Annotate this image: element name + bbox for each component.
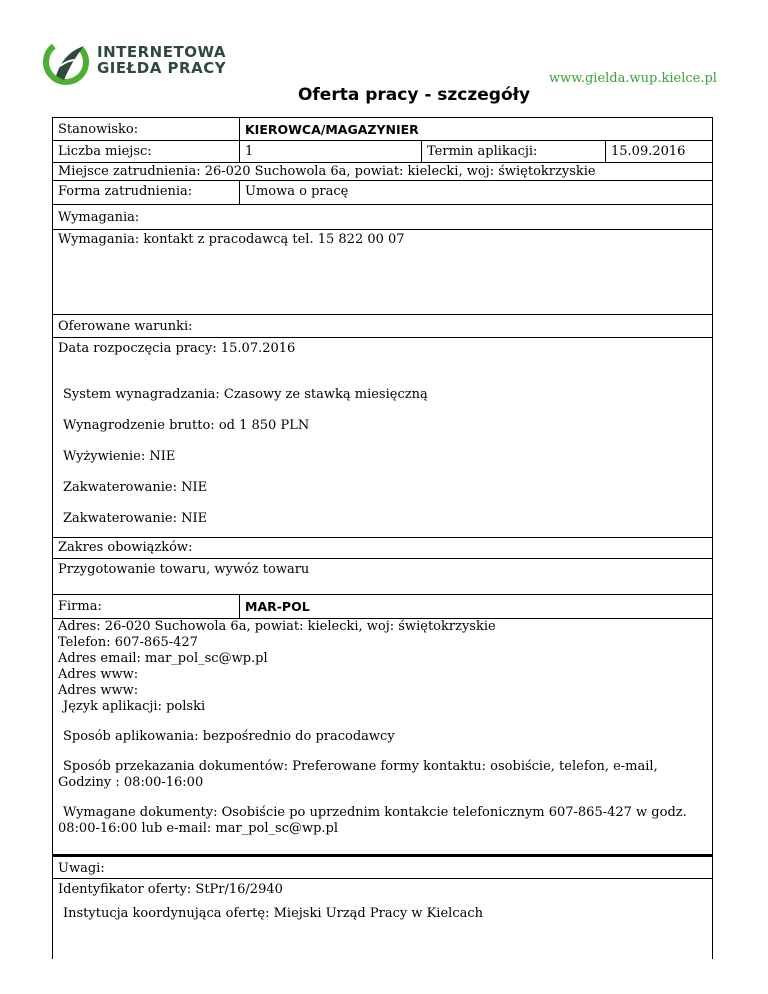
row-liczba — [52, 141, 713, 163]
warunki-wyzywienie: Wyżywienie: NIE — [63, 449, 176, 464]
wymagania-text: Wymagania: kontakt z pracodawcą tel. 15 822 00 07 — [58, 232, 405, 247]
logo-line-2: GIEŁDA PRACY — [97, 59, 227, 77]
row-stanowisko — [52, 117, 713, 141]
firma-value: MAR-POL — [239, 595, 712, 618]
uwagi-block — [52, 879, 713, 959]
logo-line-1: INTERNETOWA — [97, 43, 226, 61]
row-forma — [52, 181, 713, 205]
warunki-system: System wynagradzania: Czasowy ze stawką miesięczną — [63, 387, 428, 402]
zakres-label: Zakres obowiązków: — [58, 540, 193, 555]
row-firma — [52, 595, 713, 619]
warunki-wynagrodzenie: Wynagrodzenie brutto: od 1 850 PLN — [63, 418, 310, 433]
miejsce-text: Miejsce zatrudnienia: 26-020 Suchowola 6a, powiat: kielecki, woj: świętokrzyskie — [58, 164, 596, 179]
firma-przekazanie-1: Sposób przekazania dokumentów: Preferowane formy kontaktu: osobiście, telefon, e-mail, — [63, 759, 658, 774]
firma-przekazanie-2: Godziny : 08:00-16:00 — [58, 775, 204, 790]
warunki-label: Oferowane warunki: — [58, 319, 193, 334]
termin-value: 15.09.2016 — [605, 141, 712, 162]
instytucja-text: Instytucja koordynująca ofertę: Miejski Urząd Pracy w Kielcach — [63, 906, 484, 921]
firma-sposob: Sposób aplikowania: bezpośrednio do pracodawcy — [63, 729, 395, 744]
liczba-value: 1 — [239, 141, 421, 162]
firma-telefon: Telefon: 607-865-427 — [58, 635, 198, 650]
row-uwagi-label — [52, 855, 713, 879]
row-zakres-label — [52, 538, 713, 559]
firma-www-2: Adres www: — [58, 683, 139, 698]
zakres-block — [52, 559, 713, 595]
row-wymagania-label — [52, 205, 713, 230]
firma-dokumenty-2: 08:00-16:00 lub e-mail: mar_pol_sc@wp.pl — [58, 821, 339, 836]
uwagi-label: Uwagi: — [58, 861, 105, 876]
row-miejsce — [52, 163, 713, 181]
zakres-text: Przygotowanie towaru, wywóz towaru — [58, 562, 310, 577]
wymagania-label: Wymagania: — [58, 210, 140, 225]
warunki-zakwaterowanie-2: Zakwaterowanie: NIE — [63, 511, 208, 526]
forma-value: Umowa o pracę — [239, 181, 712, 204]
page-title: Oferta pracy - szczegóły — [297, 85, 531, 105]
offer-table — [52, 117, 713, 959]
stanowisko-value: KIEROWCA/MAGAZYNIER — [239, 118, 712, 140]
firma-email: Adres email: mar_pol_sc@wp.pl — [58, 651, 268, 666]
firma-dokumenty-1: Wymagane dokumenty: Osobiście po uprzednim kontakcie telefonicznym 607-865-427 w godz. — [63, 805, 687, 820]
firma-adres: Adres: 26-020 Suchowola 6a, powiat: kielecki, woj: świętokrzyskie — [58, 619, 496, 634]
identyfikator-text: Identyfikator oferty: StPr/16/2940 — [58, 882, 283, 897]
wymagania-block — [52, 230, 713, 315]
forma-label: Forma zatrudnienia: — [58, 184, 193, 199]
site-url-link[interactable]: www.gielda.wup.kielce.pl — [549, 71, 717, 86]
firma-www-1: Adres www: — [58, 667, 139, 682]
termin-label: Termin aplikacji: — [421, 141, 605, 162]
warunki-block — [52, 338, 713, 538]
row-warunki-label — [52, 315, 713, 338]
stanowisko-label: Stanowisko: — [58, 122, 139, 137]
warunki-zakwaterowanie-1: Zakwaterowanie: NIE — [63, 480, 208, 495]
logo-text — [97, 44, 226, 76]
firma-label: Firma: — [58, 599, 102, 614]
liczba-label: Liczba miejsc: — [58, 144, 152, 159]
firma-jezyk: Język aplikacji: polski — [63, 699, 206, 714]
warunki-start: Data rozpoczęcia pracy: 15.07.2016 — [58, 341, 296, 356]
firma-block — [52, 619, 713, 855]
